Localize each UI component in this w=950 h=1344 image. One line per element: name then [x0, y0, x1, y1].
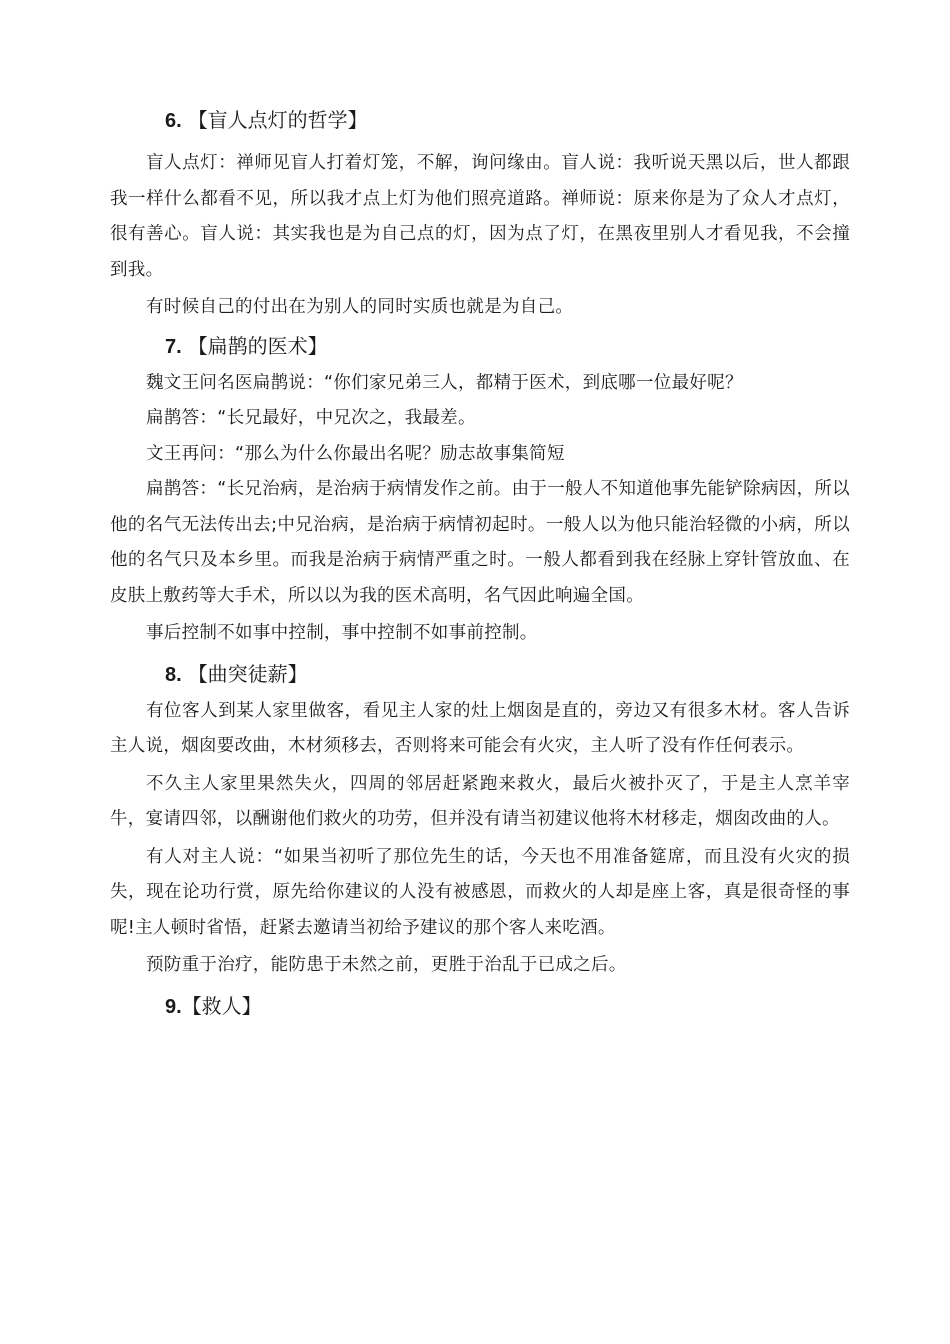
section-heading [110, 986, 850, 1026]
section-title: 【救人】 [181, 993, 262, 1018]
section-number: 9. [165, 995, 182, 1018]
section-number: 8. [165, 663, 182, 686]
paragraph: 文王再问：“那么为什么你最出名呢？励志故事集简短 [146, 443, 565, 464]
paragraph: 不久主人家里果然失火，四周的邻居赶紧跑来救火，最后火被扑灭了，于是主人烹羊宰牛，宴请四邻，以酬谢他们救火的功劳，但并没有请当初建议他将木材移走，烟囱改曲的人。 [110, 773, 850, 829]
section-heading [110, 654, 850, 694]
paragraph: 盲人点灯：禅师见盲人打着灯笼，不解，询问缘由。盲人说：我听说天黑以后，世人都跟我一样什么都看不见，所以我才点上灯为他们照亮道路。禅师说：原来你是为了众人才点灯，很有善心。盲人说：其实我也是为自己点的灯，因为点了灯，在黑夜里别人才看见我，不会撞到我。 [110, 153, 850, 280]
paragraph: 有时候自己的付出在为别人的同时实质也就是为自己。 [146, 297, 574, 317]
document-body [110, 100, 850, 1026]
section-title: 【曲突徒薪】 [187, 661, 308, 686]
section-heading [110, 100, 850, 140]
paragraph: 有人对主人说：“如果当初听了那位先生的话，今天也不用准备筵席，而且没有火灾的损失，现在论功行赏，原先给你建议的人没有被感恩，而救火的人却是座上客，真是很奇怪的事呢!主人顿时省悟，赶紧去邀请当初给予建议的那个客人来吃酒。 [110, 846, 850, 938]
paragraph: 事后控制不如事中控制，事中控制不如事前控制。 [146, 623, 538, 643]
section-heading [110, 326, 850, 366]
paragraph: 魏文王问名医扁鹊说：“你们家兄弟三人，都精于医术，到底哪一位最好呢？ [146, 372, 743, 393]
paragraph: 扁鹊答：“长兄治病，是治病于病情发作之前。由于一般人不知道他事先能铲除病因，所以他的名气无法传出去;中兄治病，是治病于病情初起时。一般人以为他只能治轻微的小病，所以他的名气只及本乡里。而我是治病于病情严重之时。一般人都看到我在经脉上穿针管放血、在皮肤上敷药等大手术，所以以为我的医术高明，名气因此响遍全国。 [110, 479, 850, 606]
section-number: 6. [165, 110, 182, 132]
section-title: 【扁鹊的医术】 [187, 333, 328, 358]
paragraph: 有位客人到某人家里做客，看见主人家的灶上烟囱是直的，旁边又有很多木材。客人告诉主人说，烟囱要改曲，木材须移去，否则将来可能会有火灾，主人听了没有作任何表示。 [110, 700, 850, 756]
section-number: 7. [165, 335, 182, 358]
paragraph: 预防重于治疗，能防患于未然之前，更胜于治乱于已成之后。 [146, 955, 627, 975]
paragraph: 扁鹊答：“长兄最好，中兄次之，我最差。 [146, 408, 476, 428]
section-title: 【盲人点灯的哲学】 [187, 108, 368, 132]
